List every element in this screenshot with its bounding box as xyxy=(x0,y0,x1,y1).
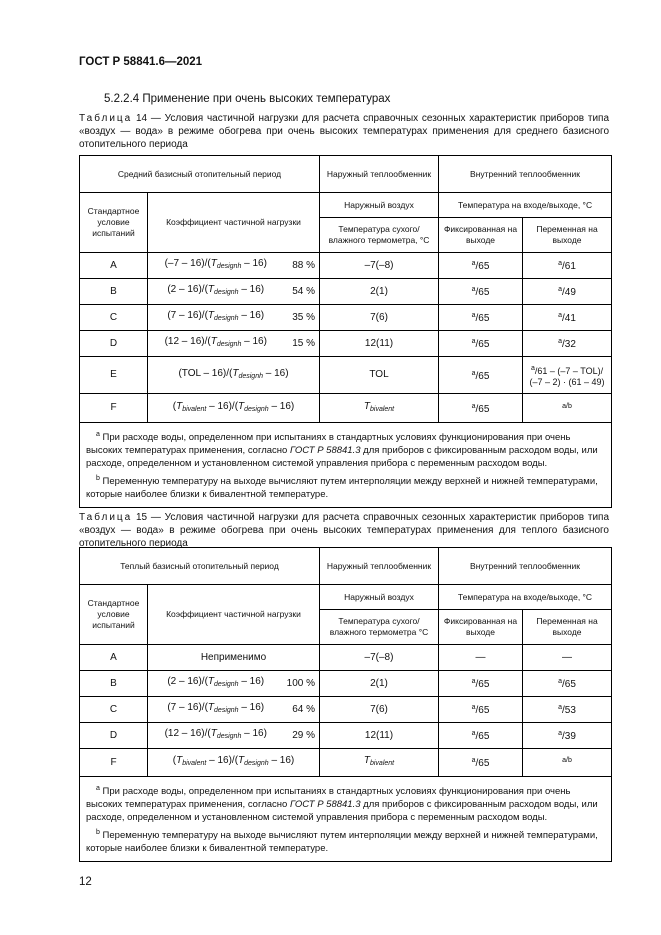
table-row xyxy=(80,305,612,331)
table-row xyxy=(80,331,612,357)
var-cell: $^a$/61 xyxy=(523,253,612,279)
coef-cell: $(2 - 16)/(T_{designh} - 16)$ xyxy=(148,671,284,697)
footnote-a: $^a$ При расходе воды, определенном при испытаниях в стандартных условиях функционирования при очень высоких температурах применения, согласно ГОСТ Р 58841.3 для приборов с фиксированным расходом воды, или расходе, определенном и установленном системой управления прибора с переменным расходом воды. xyxy=(86,431,598,469)
dry-wet-header: Температура сухого/ влажного термометра °С xyxy=(320,610,439,645)
table-row xyxy=(80,253,612,279)
pct-cell: 15 % xyxy=(284,331,320,357)
air-cell: 7(6) xyxy=(320,697,439,723)
pct-cell: 54 % xyxy=(284,279,320,305)
var-cell: $^a$/65 xyxy=(523,671,612,697)
coef-cell: $(-7 - 16)/(T_{designh} - 16)$ xyxy=(148,253,284,279)
period-header: Средний базисный отопительный период xyxy=(80,156,320,193)
var-out-header: Переменная на выходе xyxy=(523,610,612,645)
air-cell: $T_{bivalent}$ xyxy=(320,394,439,423)
air-cell: –7(–8) xyxy=(320,253,439,279)
outdoor-air-header: Наружный воздух xyxy=(320,193,439,218)
section-title: 5.2.2.4 Применение при очень высоких температурах xyxy=(104,93,391,105)
coef-cell: $(7 - 16)/(T_{designh} - 16)$ xyxy=(148,697,284,723)
table-15 xyxy=(79,547,612,862)
dry-wet-header: Температура сухого/ влажного термометра, °С xyxy=(320,218,439,253)
coef-cell: $(T_{bivalent} - 16)/(T_{designh} - 16)$ xyxy=(148,394,320,423)
fixed-cell: — xyxy=(439,645,523,671)
table-row xyxy=(80,697,612,723)
air-cell: $T_{bivalent}$ xyxy=(320,749,439,777)
footnote-b: $^b$ Переменную температуру на выходе вычисляют путем интерполяции между верхней и нижней температурами, которые наиболее близки к бивалентной температуре. xyxy=(86,829,598,854)
coef-cell: $(T_{bivalent} - 16)/(T_{designh} - 16)$ xyxy=(148,749,320,777)
pct-cell: 100 % xyxy=(284,671,320,697)
fixed-out-header: Фиксированная на выходе xyxy=(439,218,523,253)
cond-cell: A xyxy=(80,253,148,279)
air-cell: –7(–8) xyxy=(320,645,439,671)
table-footnotes xyxy=(80,777,612,862)
air-cell: 12(11) xyxy=(320,723,439,749)
pct-cell: 88 % xyxy=(284,253,320,279)
table-row xyxy=(80,279,612,305)
fixed-cell: $^a$/65 xyxy=(439,749,523,777)
var-cell: $^a$/39 xyxy=(523,723,612,749)
fixed-cell: $^a$/65 xyxy=(439,279,523,305)
coef-header: Коэффициент частичной нагрузки xyxy=(148,193,320,253)
fixed-cell: $^a$/65 xyxy=(439,253,523,279)
fixed-cell: $^a$/65 xyxy=(439,331,523,357)
std-cond-header: Стандартное условие испытаний xyxy=(80,585,148,645)
var-cell: $^a$/53 xyxy=(523,697,612,723)
coef-cell: Неприменимо xyxy=(148,645,320,671)
cond-cell: D xyxy=(80,723,148,749)
cond-cell: C xyxy=(80,697,148,723)
table-number: 15 xyxy=(136,512,148,523)
outdoor-hx-header: Наружный теплообменник xyxy=(320,156,439,193)
pct-cell: 35 % xyxy=(284,305,320,331)
table-row xyxy=(80,645,612,671)
air-cell: TOL xyxy=(320,357,439,394)
cond-cell: F xyxy=(80,394,148,423)
table-14 xyxy=(79,155,612,508)
var-cell: a/b xyxy=(523,394,612,423)
table-row xyxy=(80,357,612,394)
var-cell: a/b xyxy=(523,749,612,777)
fixed-cell: $^a$/65 xyxy=(439,671,523,697)
air-cell: 2(1) xyxy=(320,671,439,697)
fixed-out-header: Фиксированная на выходе xyxy=(439,610,523,645)
page-number: 12 xyxy=(79,876,92,888)
pct-cell: 29 % xyxy=(284,723,320,749)
temp-io-header: Температура на входе/выходе, °С xyxy=(439,193,612,218)
table-label: Таблица xyxy=(79,512,133,523)
table-row xyxy=(80,723,612,749)
cond-cell: E xyxy=(80,357,148,394)
table-row xyxy=(80,749,612,777)
air-cell: 12(11) xyxy=(320,331,439,357)
air-cell: 7(6) xyxy=(320,305,439,331)
coef-cell: $(TOL - 16)/(T_{designh} - 16)$ xyxy=(148,357,320,394)
var-cell: $^a$/49 xyxy=(523,279,612,305)
fixed-cell: $^a$/65 xyxy=(439,697,523,723)
air-cell: 2(1) xyxy=(320,279,439,305)
var-out-header: Переменная на выходе xyxy=(523,218,612,253)
outdoor-air-header: Наружный воздух xyxy=(320,585,439,610)
fixed-cell: $^a$/65 xyxy=(439,723,523,749)
fixed-cell: $^a$/65 xyxy=(439,357,523,394)
cond-cell: D xyxy=(80,331,148,357)
caption-text: — Условия частичной нагрузки для расчета справочных сезонных характеристик приборов типа «воздух — вода» в режиме обогрева при очень высоких температурах применения для теплого базисного отопительного периода xyxy=(79,512,610,549)
period-header: Теплый базисный отопительный период xyxy=(80,548,320,585)
coef-header: Коэффициент частичной нагрузки xyxy=(148,585,320,645)
cond-cell: B xyxy=(80,279,148,305)
fixed-cell: $^a$/65 xyxy=(439,305,523,331)
var-cell: $^a$/41 xyxy=(523,305,612,331)
fixed-cell: $^a$/65 xyxy=(439,394,523,423)
table-footnotes xyxy=(80,423,612,508)
footnote-b: $^b$ Переменную температуру на выходе вычисляют путем интерполяции между верхней и нижней температурами, которые наиболее близки к бивалентной температуре. xyxy=(86,475,598,500)
var-cell: — xyxy=(523,645,612,671)
cond-cell: B xyxy=(80,671,148,697)
pct-cell: 64 % xyxy=(284,697,320,723)
table-15-caption xyxy=(79,511,609,550)
std-cond-header: Стандартное условие испытаний xyxy=(80,193,148,253)
var-cell: $^a$/32 xyxy=(523,331,612,357)
footnote-a: $^a$ При расходе воды, определенном при испытаниях в стандартных условиях функционирования при очень высоких температурах применения, согласно ГОСТ Р 58841.3 для приборов с фиксированным расходом воды, или расходе, определенном и установленном системой управления прибора с переменным расходом воды. xyxy=(86,785,598,823)
cond-cell: C xyxy=(80,305,148,331)
table-14-caption xyxy=(79,112,609,151)
table-label: Таблица xyxy=(79,113,133,124)
var-cell: $^a$/61 – (–7 – TOL)/ (–7 – 2) · (61 – 49) xyxy=(523,357,612,394)
table-number: 14 xyxy=(136,113,148,124)
indoor-hx-header: Внутренний теплообменник xyxy=(439,156,612,193)
temp-io-header: Температура на входе/выходе, °С xyxy=(439,585,612,610)
coef-cell: $(12 - 16)/(T_{designh} - 16)$ xyxy=(148,723,284,749)
document-header: ГОСТ Р 58841.6—2021 xyxy=(79,56,203,68)
coef-cell: $(2 - 16)/(T_{designh} - 16)$ xyxy=(148,279,284,305)
coef-cell: $(12 - 16)/(T_{designh} - 16)$ xyxy=(148,331,284,357)
cond-cell: F xyxy=(80,749,148,777)
indoor-hx-header: Внутренний теплообменник xyxy=(439,548,612,585)
table-row xyxy=(80,394,612,423)
outdoor-hx-header: Наружный теплообменник xyxy=(320,548,439,585)
table-row xyxy=(80,671,612,697)
cond-cell: A xyxy=(80,645,148,671)
caption-text: — Условия частичной нагрузки для расчета справочных сезонных характеристик приборов типа «воздух — вода» в режиме обогрева при очень высоких температурах применения для среднего базисного отопительного периода xyxy=(79,113,610,150)
coef-cell: $(7 - 16)/(T_{designh} - 16)$ xyxy=(148,305,284,331)
